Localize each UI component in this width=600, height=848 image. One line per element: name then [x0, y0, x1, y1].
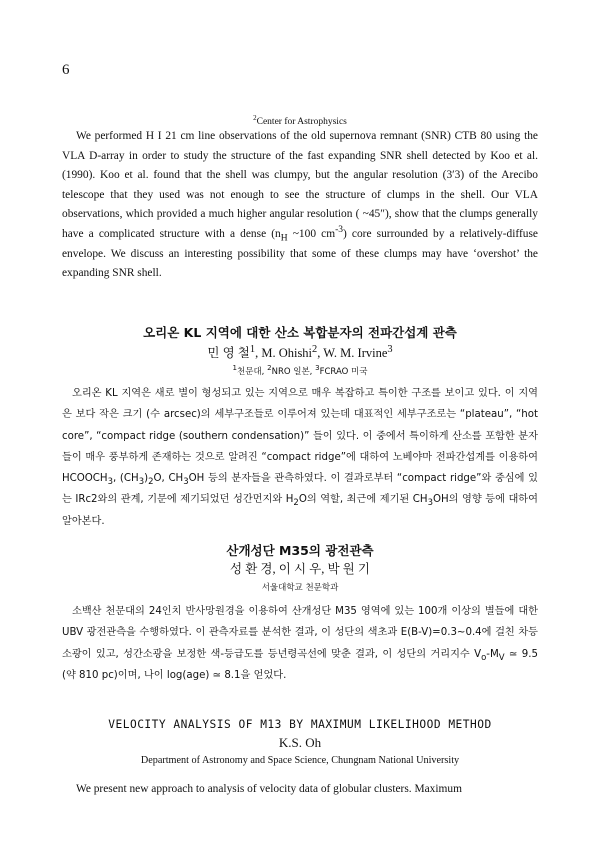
abstract-text: 소백산 천문대의 24인치 반사망원경을 이용하여 산개성단 M35 영역에 있는 100개 이상의 별들에 대한 UBV 광전관측을 수행하였다. 이 관측자료를 분석한 결과, 이 성단의 색초과 E(B-V)=0.3~0.4에 걸친 차등소광이 있고, 성간소광을 보정한 색-등급도를 등년령곡선에 맞춘 결과, 이 성단의 거리지수 V [62, 606, 538, 660]
abstract-cont-paragraph [62, 127, 538, 284]
affiliation-mark: 3 [315, 363, 320, 373]
abstract-affiliations [0, 365, 600, 377]
subscript: 3 [107, 477, 114, 488]
abstract-text: ≃ 9.5 (약 810 pc)이며, 나이 log(age) ≃ 8.1을 얻었다. [62, 648, 538, 681]
abstract-text: O, CH [153, 473, 184, 485]
abstract-text: ) [144, 473, 149, 485]
affiliation-line [0, 113, 600, 127]
abstract-text: -M [486, 648, 499, 660]
author-mark: 2 [312, 343, 318, 355]
abstract-title: 오리온 KL 지역에 대한 산소 복합분자의 전파간섭계 관측 [143, 325, 457, 340]
subscript: V [498, 652, 505, 663]
author-name: M. Ohishi [261, 346, 313, 360]
affiliation-text: Center for Astrophysics [256, 117, 347, 127]
subscript: 3 [138, 477, 145, 488]
subscript: o [481, 652, 487, 663]
abstract-text: ~100 cm [287, 227, 336, 240]
affiliation-text: NRO 일본, [271, 367, 316, 377]
author-mark: 3 [387, 343, 393, 355]
abstract-authors: 성 환 경, 이 시 우, 박 원 기 [230, 562, 370, 576]
affiliation-text: 천문대, [237, 367, 268, 377]
affiliation-text: FCRAO 미국 [319, 367, 368, 377]
abstract-affiliation: 서울대학교 천문학과 [261, 583, 339, 593]
abstract-text: , (CH [113, 473, 139, 485]
affiliation-mark: 1 [232, 363, 238, 373]
abstract-text: We performed H I 21 cm line observations of the old supernova remnant (SNR) CTB 80 using the VLA D-array in order to study the structure of the fast expanding SNR shell detected by Koo et al. (1990). Koo et al. found that the shell was clumpy, but the angular resolution (3′3) of the Arecibo telescope that they used was not enough to see the structure of clumps in the shell. Our VLA observations, which provided a much higher angular resolution ( ~45″), show that the clumps generally have a complicated structure with a dense (n [62, 130, 538, 240]
author-mark: 1 [249, 343, 256, 355]
abstract-affiliation: Department of Astronomy and Space Science, Chungnam National University [140, 755, 460, 766]
author-name: 민 영 철 [207, 346, 250, 360]
abstract-authors: 민 영 철$^1$, M. Ohishi$^2$, W. M. Irvine$^3$ [207, 343, 393, 360]
subscript: 3 [183, 477, 189, 488]
abstract-title: VELOCITY ANALYSIS OF M13 BY MAXIMUM LIKELIHOOD METHOD [108, 718, 492, 731]
abstract-author: K.S. Oh [278, 735, 322, 750]
abstract-title: 산개성단 M35의 광전관측 [226, 543, 374, 558]
page-number: 6 [62, 62, 70, 78]
abstract-text: OH 등의 분자들을 관측하였다. 이 결과로부터 “compact ridge”와 중심에 있는 IRc2와의 관계, 기문에 제기되었던 성간먼지와 H [62, 473, 538, 506]
superscript: -3 [335, 225, 343, 236]
affiliation-mark: 2 [253, 113, 257, 122]
subscript: 2 [148, 477, 154, 488]
abstract-text: OH의 영향 등에 대하여 알아본다. [62, 494, 538, 527]
abstract-paragraph [62, 601, 538, 686]
subscript: 2 [293, 498, 299, 509]
author-name: W. M. Irvine [323, 346, 388, 360]
abstract-text: ) core surrounded by a relatively-diffuse envelope. We discuss an interesting possibility that some of these clumps may have ‘overshot’ the expanding SNR shell. [62, 227, 538, 280]
subscript: 3 [427, 498, 433, 509]
subscript: H [280, 233, 288, 244]
abstract-paragraph: We present new approach to analysis of velocity data of globular clusters. Maximum [76, 783, 462, 795]
abstract-text: O의 역할, 최근에 제기된 CH [298, 494, 428, 506]
affiliation-mark: 2 [267, 363, 272, 373]
abstract-paragraph [62, 383, 538, 532]
abstract-text: 오리온 KL 지역은 새로 별이 형성되고 있는 지역으로 매우 복잡하고 특이한 구조를 보이고 있다. 이 지역은 보다 작은 크기 (수 arcsec)의 세부구조들로 이루어져 있는데 대표적인 세부구조로는 “plateau”, “hot core”, “compact ridge (southern condensation)” 들이 있다. 이 중에서 특이하게 산소를 포함한 분자들이 매우 풍부하게 존재하는 것으로 알려진 “compact ridge”에 대하여 노베야마 전파간섭계를 이용하여 HCOOCH [62, 388, 538, 485]
